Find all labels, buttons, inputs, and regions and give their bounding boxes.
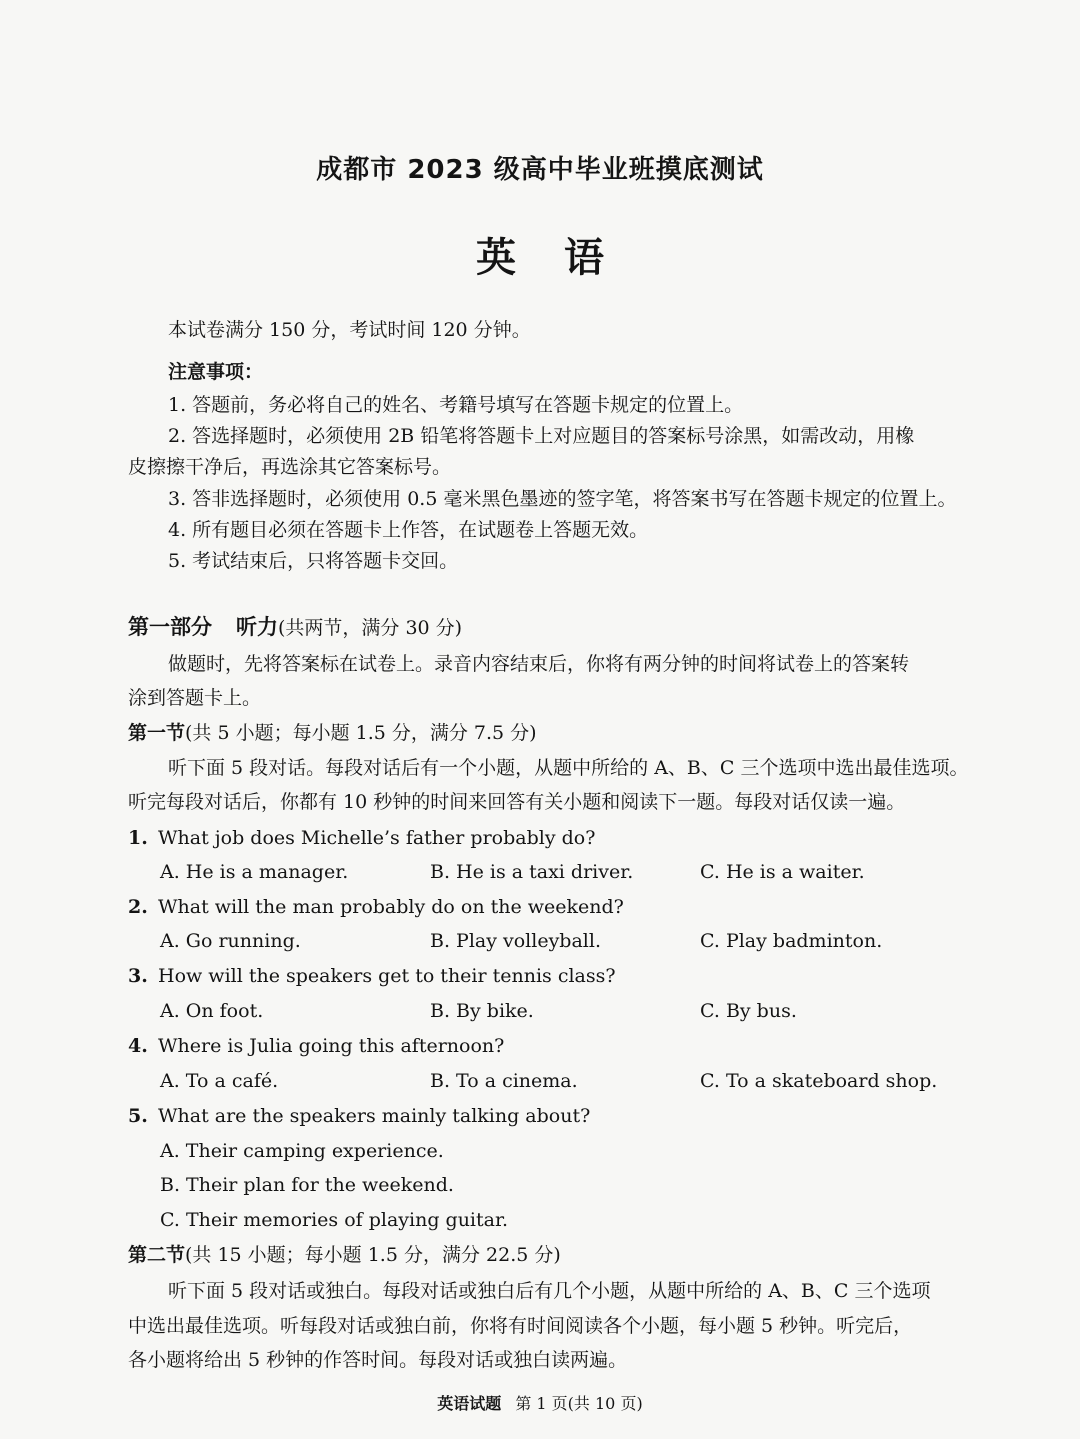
notice-item-5: 5. 考试结束后，只将答题卡交回。 xyxy=(168,550,459,572)
notice-item-4: 4. 所有题目必须在答题卡上作答，在试题卷上答题无效。 xyxy=(168,519,649,541)
option-a: A. Go running. xyxy=(160,930,301,952)
option-c: C. Their memories of playing guitar. xyxy=(160,1209,509,1231)
question-1 xyxy=(128,822,595,854)
question-number: 5. xyxy=(128,1105,148,1127)
section1-note: (共 5 小题；每小题 1.5 分，满分 7.5 分) xyxy=(185,722,537,744)
question-4-options xyxy=(160,1065,980,1097)
section2-heading xyxy=(128,1239,561,1272)
option-c: C. Play badminton. xyxy=(700,930,883,952)
page-number: 第 1 页(共 10 页) xyxy=(515,1394,643,1413)
question-stem: How will the speakers get to their tennis class? xyxy=(158,965,616,987)
page-footer xyxy=(0,1392,1080,1416)
question-4 xyxy=(128,1030,504,1062)
notice-item-2: 2. 答选择题时，必须使用 2B 铅笔将答题卡上对应题目的答案标号涂黑，如需改动，用橡 xyxy=(168,425,915,447)
question-number: 1. xyxy=(128,827,148,849)
notice-item-2-cont: 皮擦擦干净后，再选涂其它答案标号。 xyxy=(128,456,452,478)
section2-instructions-1: 听下面 5 段对话或独白。每段对话或独白后有几个小题，从题中所给的 A、B、C 三个选项 xyxy=(168,1280,931,1302)
option-a: A. He is a manager. xyxy=(160,861,349,883)
notice-title: 注意事项： xyxy=(168,361,264,383)
question-1-options xyxy=(160,856,980,888)
section2-note: (共 15 小题；每小题 1.5 分，满分 22.5 分) xyxy=(185,1244,561,1266)
section1-instructions-1: 听下面 5 段对话。每段对话后有一个小题，从题中所给的 A、B、C 三个选项中选出最佳选项。 xyxy=(168,757,969,779)
part1-instructions-2: 涂到答题卡上。 xyxy=(128,687,262,709)
question-3 xyxy=(128,960,616,992)
option-b: B. To a cinema. xyxy=(430,1070,578,1092)
question-stem: What job does Michelle’s father probably do? xyxy=(158,827,596,849)
section1-heading xyxy=(128,717,537,750)
exam-title: 成都市 2023 级高中毕业班摸底测试 xyxy=(316,155,764,185)
option-b: B. Their plan for the weekend. xyxy=(160,1174,454,1196)
question-stem: What are the speakers mainly talking about? xyxy=(158,1105,591,1127)
question-number: 2. xyxy=(128,896,148,918)
question-stem: Where is Julia going this afternoon? xyxy=(158,1035,505,1057)
question-stem: What will the man probably do on the weekend? xyxy=(158,896,624,918)
option-c: C. By bus. xyxy=(700,1000,797,1022)
question-5 xyxy=(128,1100,590,1132)
option-a: A. To a café. xyxy=(160,1070,279,1092)
part1-heading xyxy=(128,611,462,645)
score-time-line: 本试卷满分 150 分，考试时间 120 分钟。 xyxy=(168,319,531,341)
option-c: C. He is a waiter. xyxy=(700,861,865,883)
section1-instructions-2: 听完每段对话后，你都有 10 秒钟的时间来回答有关小题和阅读下一题。每段对话仅读一遍。 xyxy=(128,791,906,813)
option-a: A. Their camping experience. xyxy=(160,1140,444,1162)
section2-instructions-3: 各小题将给出 5 秒钟的作答时间。每段对话或独白读两遍。 xyxy=(128,1349,628,1371)
option-b: B. Play volleyball. xyxy=(430,930,601,952)
part1-name: 听力 xyxy=(236,615,278,639)
question-number: 4. xyxy=(128,1035,148,1057)
question-2-options xyxy=(160,925,980,957)
question-number: 3. xyxy=(128,965,148,987)
option-b: B. He is a taxi driver. xyxy=(430,861,634,883)
subject-title: 英语 xyxy=(476,235,652,281)
footer-label: 英语试题 xyxy=(437,1394,502,1413)
part1-title: 第一部分 xyxy=(128,615,212,639)
part1-instructions-1: 做题时，先将答案标在试卷上。录音内容结束后，你将有两分钟的时间将试卷上的答案转 xyxy=(168,653,910,675)
question-3-options xyxy=(160,995,980,1027)
option-b: B. By bike. xyxy=(430,1000,534,1022)
notice-item-1: 1. 答题前，务必将自己的姓名、考籍号填写在答题卡规定的位置上。 xyxy=(168,394,744,416)
option-a: A. On foot. xyxy=(160,1000,264,1022)
part1-note: (共两节，满分 30 分) xyxy=(278,617,463,639)
question-2 xyxy=(128,891,624,923)
section2-instructions-2: 中选出最佳选项。听每段对话或独白前，你将有时间阅读各个小题，每小题 5 秒钟。听完后， xyxy=(128,1315,913,1337)
section2-title: 第二节 xyxy=(128,1244,186,1266)
section1-title: 第一节 xyxy=(128,722,186,744)
notice-item-3: 3. 答非选择题时，必须使用 0.5 毫米黑色墨迹的签字笔，将答案书写在答题卡规定的位置上。 xyxy=(168,488,957,510)
option-c: C. To a skateboard shop. xyxy=(700,1070,938,1092)
